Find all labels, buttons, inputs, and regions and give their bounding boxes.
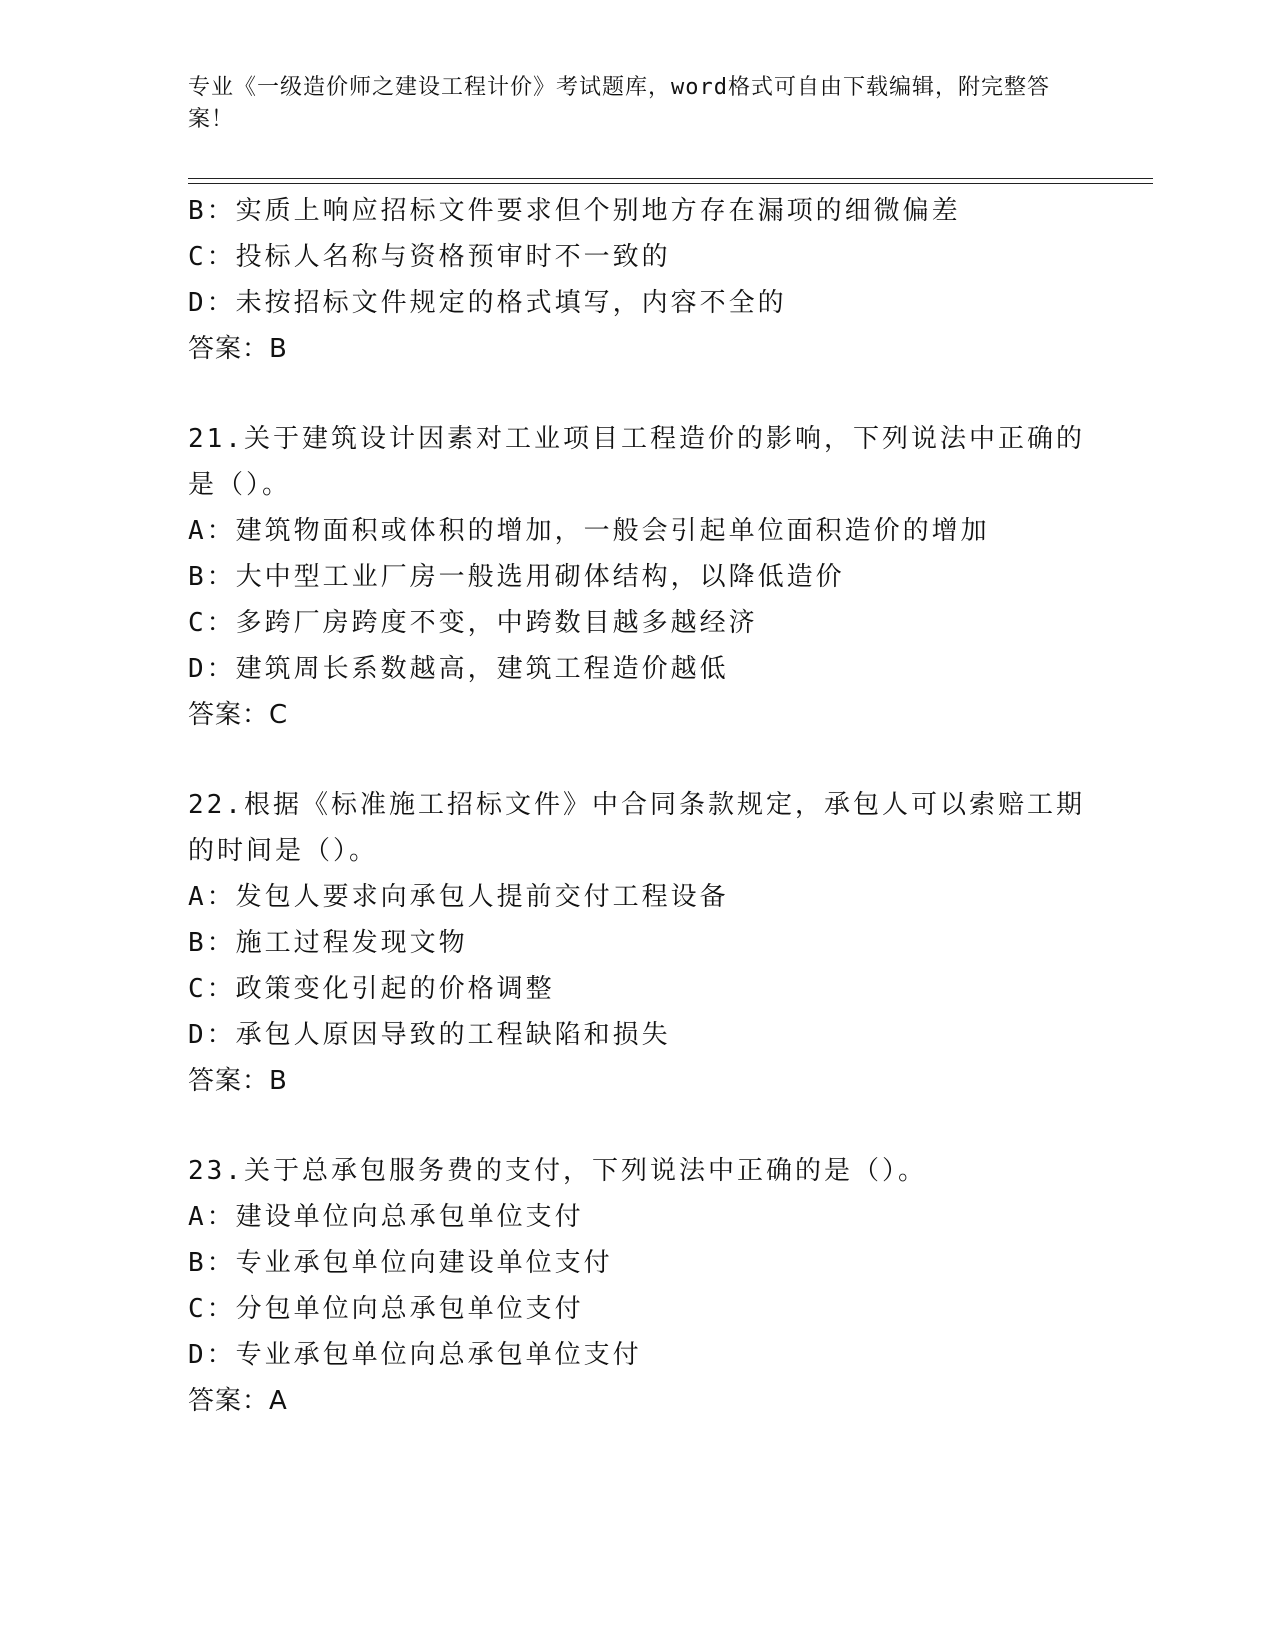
question-stem: 23.关于总承包服务费的支付，下列说法中正确的是（）。	[188, 1156, 927, 1186]
option-c: C：政策变化引起的价格调整	[188, 974, 555, 1004]
question-stem: 22.根据《标准施工招标文件》中合同条款规定，承包人可以索赔工期的时间是（）。	[188, 790, 1085, 866]
option-d: D：承包人原因导致的工程缺陷和损失	[188, 1020, 671, 1050]
answer: 答案：C	[188, 700, 289, 730]
header-divider-top	[188, 178, 1153, 179]
question-continued	[188, 188, 1088, 372]
answer: 答案：B	[188, 1066, 288, 1096]
option-c: C：投标人名称与资格预审时不一致的	[188, 242, 671, 272]
option-c: C：多跨厂房跨度不变，中跨数目越多越经济	[188, 608, 758, 638]
option-a: A：建筑物面积或体积的增加，一般会引起单位面积造价的增加	[188, 516, 990, 546]
answer: 答案：A	[188, 1386, 288, 1416]
option-d: D：建筑周长系数越高，建筑工程造价越低	[188, 654, 729, 684]
question-23	[188, 1148, 1088, 1424]
option-c: C：分包单位向总承包单位支付	[188, 1294, 584, 1324]
question-stem: 21.关于建筑设计因素对工业项目工程造价的影响，下列说法中正确的是（）。	[188, 424, 1085, 500]
page-header: 专业《一级造价师之建设工程计价》考试题库，word格式可自由下载编辑，附完整答案！	[188, 75, 1050, 132]
question-22	[188, 782, 1088, 1104]
header-divider-bottom	[188, 183, 1153, 184]
option-b: B：施工过程发现文物	[188, 928, 468, 958]
option-a: A：发包人要求向承包人提前交付工程设备	[188, 882, 729, 912]
question-21	[188, 416, 1088, 738]
option-a: A：建设单位向总承包单位支付	[188, 1202, 584, 1232]
option-b: B：大中型工业厂房一般选用砌体结构，以降低造价	[188, 562, 845, 592]
question-list	[188, 188, 1088, 1424]
option-d: D：专业承包单位向总承包单位支付	[188, 1340, 642, 1370]
answer: 答案：B	[188, 334, 288, 364]
option-b: B：专业承包单位向建设单位支付	[188, 1248, 613, 1278]
option-d: D：未按招标文件规定的格式填写，内容不全的	[188, 288, 787, 318]
option-b: B：实质上响应招标文件要求但个别地方存在漏项的细微偏差	[188, 196, 961, 226]
